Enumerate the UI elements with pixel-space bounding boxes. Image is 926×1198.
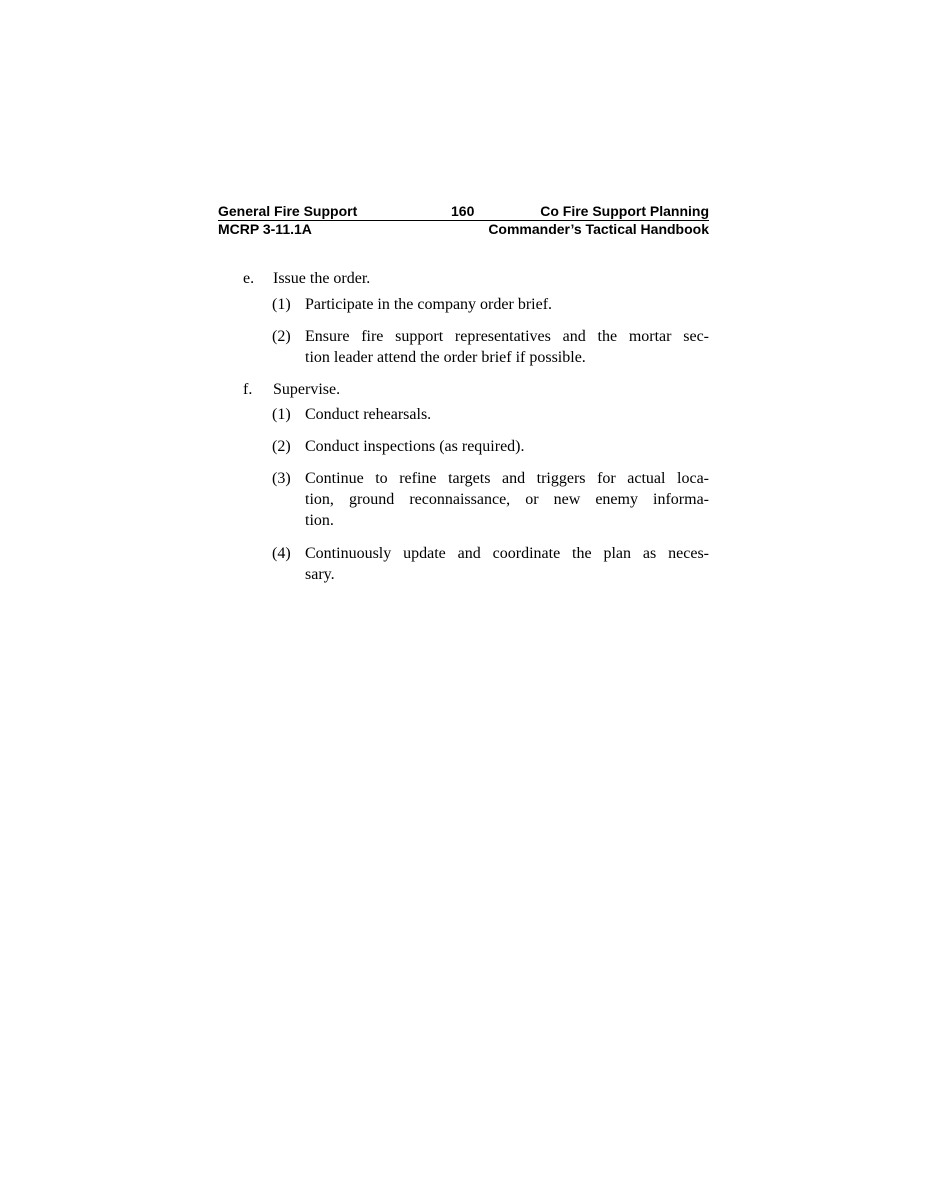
list-marker: f. xyxy=(243,381,253,398)
header-top-row xyxy=(218,203,709,221)
text-line: Ensure fire support representatives and the mortar sec- xyxy=(305,328,709,345)
text-line: Continue to refine targets and triggers for actual loca- xyxy=(305,470,709,487)
header-publication-title: Commander’s Tactical Handbook xyxy=(488,221,709,237)
list-marker: e. xyxy=(243,270,255,287)
list-item-text: Supervise. xyxy=(273,381,341,398)
sub-item-marker: (2) xyxy=(272,328,291,345)
sub-item-text xyxy=(305,543,709,585)
sub-item-marker: (2) xyxy=(272,438,291,455)
text-line: Continuously update and coordinate the plan as neces- xyxy=(305,545,709,562)
sub-item-text xyxy=(305,326,709,368)
sub-item-text: Participate in the company order brief. xyxy=(305,296,553,313)
text-line: tion, ground reconnaissance, or new enemy informa- xyxy=(305,491,709,508)
sub-item-marker: (1) xyxy=(272,296,291,313)
header-chapter-title: Co Fire Support Planning xyxy=(540,203,709,219)
sub-item-text xyxy=(305,468,709,531)
list-item-text: Issue the order. xyxy=(273,270,371,287)
running-header xyxy=(218,203,709,238)
sub-item-marker: (3) xyxy=(272,470,291,487)
header-publication-id: MCRP 3-11.1A xyxy=(218,221,312,237)
header-bottom-row xyxy=(218,221,709,238)
sub-item-marker: (1) xyxy=(272,406,291,423)
sub-item-marker: (4) xyxy=(272,545,291,562)
text-line: tion. xyxy=(305,512,334,529)
header-section-title: General Fire Support xyxy=(218,203,358,219)
text-line: sary. xyxy=(305,566,335,583)
sub-item-text: Conduct rehearsals. xyxy=(305,406,432,423)
sub-item-text: Conduct inspections (as required). xyxy=(305,438,525,455)
page-number: 160 xyxy=(451,203,475,219)
text-line: tion leader attend the order brief if possible. xyxy=(305,349,586,366)
